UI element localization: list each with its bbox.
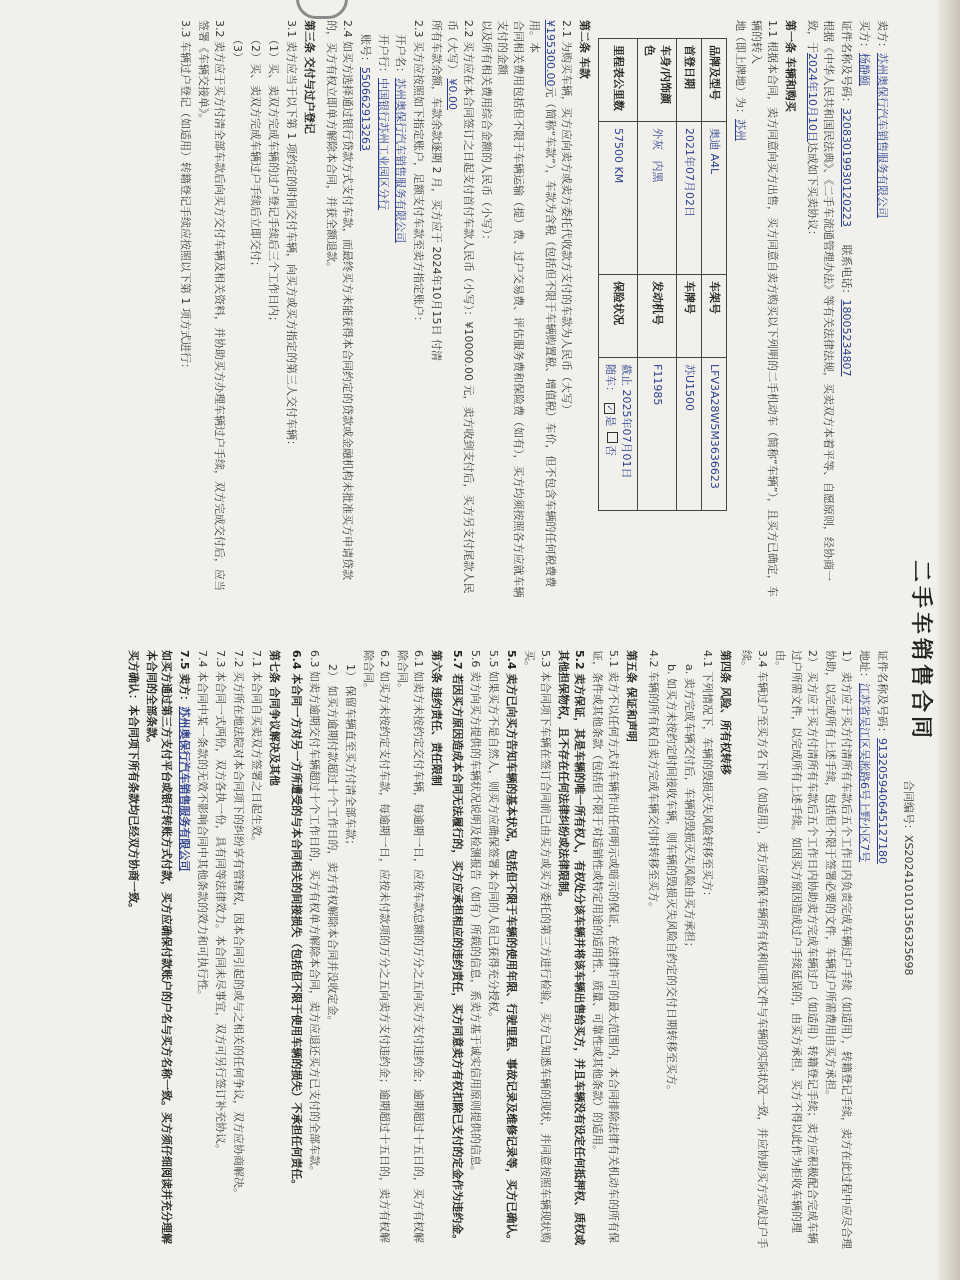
contract-number: 合同编号：XS202410101356325698 (902, 780, 915, 976)
article-3-1-c: （3） (231, 34, 245, 63)
article-2-4: 2.4 如买方选择通过银行贷款方式支付车款，而最终买方未能获得本合同约定的贷款或金融机构未批准买方申请贷款的，买方有权立即单方解除本合同，并获全额退款。 (324, 20, 354, 580)
checkbox-no-icon (607, 432, 618, 443)
buyer-id-row: 证件名称及号码：32083019930120223 联系电话：18005234807 (840, 20, 854, 377)
article-7-1: 7.1 本合同自买卖双方签署之日起生效。 (250, 650, 264, 847)
article-7-5-confirm: 买方确认：本合同项下所有条款均已经双方协商一致。 (126, 650, 140, 914)
seller-id-row: 证件名称及号码：913205940645127180 (876, 650, 889, 864)
article-3-3: 3.3 车辆过户登记（如适用）转籍登记手续应按照以下第 1 项方式进行： (179, 20, 193, 374)
article-6-4: 6.4 本合同一方对另一方所遭受的与本合同相关的间接损失（包括但不限于使用车辆的损失）不承担任何责任。 (290, 650, 304, 1191)
article-5-5: 5.5 如果买方不是自然人，则买方应确保签署本合同的人员已获得充分授权。 (487, 650, 501, 1023)
article-2-3: 2.3 买方应按照如下指定账户，足额支付车款至卖方指定账户： (412, 20, 426, 327)
article-5-6: 5.6 卖方向买方提供的车辆状况说明及检测报告（如有）所载的信息，系卖方基于诚实信用原则提供的信息。 (469, 650, 483, 1177)
article-3-1-a: （1）买、卖双方完成车辆的过户登记手续后三个工作日内； (266, 34, 280, 327)
article-3-heading: 第三条 交付与过户登记 (302, 20, 316, 134)
article-2-heading: 第二条 车款 (577, 20, 591, 79)
table-row: 车身/内饰颜色 外灰 内黑 发动机号 F11985 (637, 39, 676, 511)
vehicle-info-table (598, 38, 727, 511)
article-6-3: 6.3 如卖方逾期交付车辆超过十个工作日的，买方有权单方解除本合同，卖方应退还买方已支付的全部车款。 (308, 650, 321, 1177)
article-7-heading: 第七条 合同争议解决及其他 (268, 650, 282, 786)
article-7-2: 7.2 买方所在地法院对本合同项下的纠纷享有管辖权，因本合同引起的或与之相关的任何争议，双方应协商解决。 (232, 650, 246, 1199)
article-3-4: 3.4 车辆过户至买方名下前（如适用），卖方应确保车辆所有权利证明文件与车辆的实际状况一致，并应协助买方完成过户手续。 (740, 650, 770, 1249)
clause-3-3-1: 1） 卖方应于买方付清所有车款后五个工作日内负责完成车辆过户手续（如适用），转籍登记手续，卖方在此过程中应尽合理协助，以完成所有上述手续，包括但不限于签署必要的文件，车辆过户所需费用由买方承担。 (824, 650, 854, 1249)
article-1-1: 1.1 根据本合同，卖方同意向买方出售，买方同意自卖方购买以下列明的二手机动车（简称“车辆”），且买方已确定，车辆的转入 地（即上牌地）为：苏州 (734, 20, 780, 597)
article-3-1: 3.1 卖方应当于以下第 1 项约定的时间交付车辆，向买方或买方指定的第三人交付车辆： (284, 20, 298, 451)
article-3-1-b: （2）买、卖双方完成车辆过户手续后立即交付； (249, 34, 262, 272)
article-7-4: 7.4 本合同中某一条款的无效不影响合同中其他条款的效力和可执行性。 (196, 650, 210, 1001)
article-7-5: 7.5 卖方：苏州奥保行汽车销售服务有限公司 (178, 650, 192, 872)
clause-3-3-2: 2） 买方应于买方付清所有车款后五个工作日内协助卖方完成车辆过户（如适用）转籍登记手续；卖方应积极配合完成车辆过户所需文件，以完成所有上述手续。如因买方原因造成过户手续延误的，由买方承担，买方不得以此作为拒收车辆的理由。 (774, 650, 820, 1244)
article-6-heading: 第六条 违约责任、责任限制 (429, 650, 443, 786)
bank-row: 开户行：中国银行苏州工业园区分行 (376, 34, 390, 210)
article-4-1: 4.1 下列情况下，车辆的毁损灭失风险转移至买方： (700, 650, 714, 902)
buyer-row: 买方：杨静颐 (858, 20, 872, 86)
article-6-2-2: 2） 如买方逾期付款超过十个工作日的，卖方有权解除本合同并没收定金。 (325, 664, 339, 1027)
article-7-3: 7.3 本合同一式两份，双方各执一份，具有同等法律效力。本合同未尽事宜，双方可另行签订补充协议。 (214, 650, 228, 1155)
article-2-2: 2.2 买方应在本合同签订之日起支付首付车款人民币（小写）：¥10000.00 元，卖方收到支付后，买方另支付尾款人民币（大写） ¥0.00 所有车款余额，车款余款逐期 2 月，买方应于 2024年10月15日 付清 (430, 20, 476, 594)
article-5-2: 5.2 卖方保证，其是车辆的唯一所有权人，有权处分该车辆并将该车辆出售给买方，并且车辆没有设定任何抵押权、质权或其他担保物权，且不存在任何法律纠纷或法律限制。 (557, 650, 587, 1246)
article-4-heading: 第四条 风险、所有权转移 (718, 650, 732, 775)
article-1-heading: 第一条 车辆和购买 (784, 20, 798, 112)
article-5-heading: 第五条 保证和声明 (624, 650, 638, 742)
article-6-2-1: 1） 保留车辆直至买方付清全部车款； (343, 664, 357, 851)
article-5-7: 5.7 若因买方原因造成本合同无法履行的，买方应承担相应的违约责任，买方同意卖方有权扣除已支付的定金作为违约金。 (451, 650, 465, 1246)
article-6-1: 6.1 如卖方未按约定交付车辆，每逾期一日，应按车款总额的万分之五向买方支付违约金；逾期超过十五日的，买方有权解除合同。 (395, 650, 425, 1243)
page-title: 二手车销售合同 (908, 560, 933, 743)
right-column (123, 650, 924, 1250)
table-row: 首登日期 2021年07月02日 车牌号 苏U1500 (676, 39, 701, 511)
seller-addr-row: 地址：江苏省吴江区吴淞路6号上野小区7号 (858, 650, 872, 862)
article-4-1-a: a. 卖方完成车辆交付后，车辆的毁损灭失风险由买方承担； (682, 664, 696, 953)
checkbox-yes-icon: ✓ (604, 403, 615, 414)
account-row: 账号：550662913263 (358, 34, 372, 151)
article-7-5-note: 如买方通过第三方支付平台或银行转账方式付款，买方应确保付款账户的户名与买方名称一致。买方须仔细阅读并充分理解本合同的全部条款。 (144, 650, 174, 1244)
article-6-2: 6.2 如买方未按约定支付车款，每逾期一日，应按未付款项的万分之五向卖方支付违约金；逾期超过十五日的，卖方有权解除合同。 (361, 650, 391, 1243)
left-column (175, 20, 924, 600)
article-4-2: 4.2 车辆的所有权自卖方完成车辆交付时转移至买方。 (646, 650, 660, 913)
article-4-1-b: b. 如买方未按约定时间接收车辆，则车辆的毁损灭失风险自约定的交付日期转移至买方。 (664, 664, 678, 1096)
article-3-2: 3.2 卖方应于买方付清全部车款后向买方交付车辆及相关资料，并协助买方办理车辆过户手续，双方完成交付后，应当签署《车辆交接单》。 (197, 20, 227, 591)
article-5-1: 5.1 卖方不以任何方式对车辆作出任何明示或暗示的保证，在法律许可的最大范围内，本合同排除法律有关机动车的所有保证，条件或其他条款（包括但不限于对适销性或特定用途的适用性、质量、可靠性或其他条款）的适用。 (591, 650, 620, 1243)
basis-text: 根据《中华人民共和国民法典》、《二手车流通管理办法》等有关法律法规，买卖双方本着平等、自愿原则，经协商一致，于2024年10月10日达成如下买卖协议： (806, 20, 836, 581)
article-5-3: 5.3 本合同项下车辆在签订合同前已由买方或买方委托的第三方进行检验，买方已知悉车辆的现状，并同意按照车辆现状购买。 (523, 650, 553, 1243)
article-5-4: 5.4 卖方已向买方告知车辆的基本状况，包括但不限于车辆的使用年限、行驶里程、事故记录及维修记录等，买方已确认。 (505, 650, 519, 1246)
table-row: 里程表公里数 57500 KM 保险状况 截止 2025年07月01日 随车： ✓是 否 (598, 39, 637, 511)
seller-row: 卖方：苏州奥保行汽车销售服务有限公司 (876, 20, 889, 218)
bank-name-row: 开户名：苏州奥保行汽车销售服务有限公司 (394, 34, 408, 243)
article-2-1: 2.1 为购买车辆，买方应向卖方或卖方委托代收款方支付的车款为人民币（大写） ¥195300.00元（简称“车款”），车款为含税（包括但不限于车辆购置税、增值税）车价，但不包含车辆的任何税费费用。本 合同相关费用包括但不限于车辆运输（提）费、过户交易费、评估服务费和保险费（如有），买方均须按照各方应就车辆支付的金额 以及所有相关费用综合金额的人民币（小写）： (480, 20, 573, 598)
table-row: 品牌及型号 奥迪 A4L 车架号 LFV3A28W5M3636623 (701, 39, 726, 511)
